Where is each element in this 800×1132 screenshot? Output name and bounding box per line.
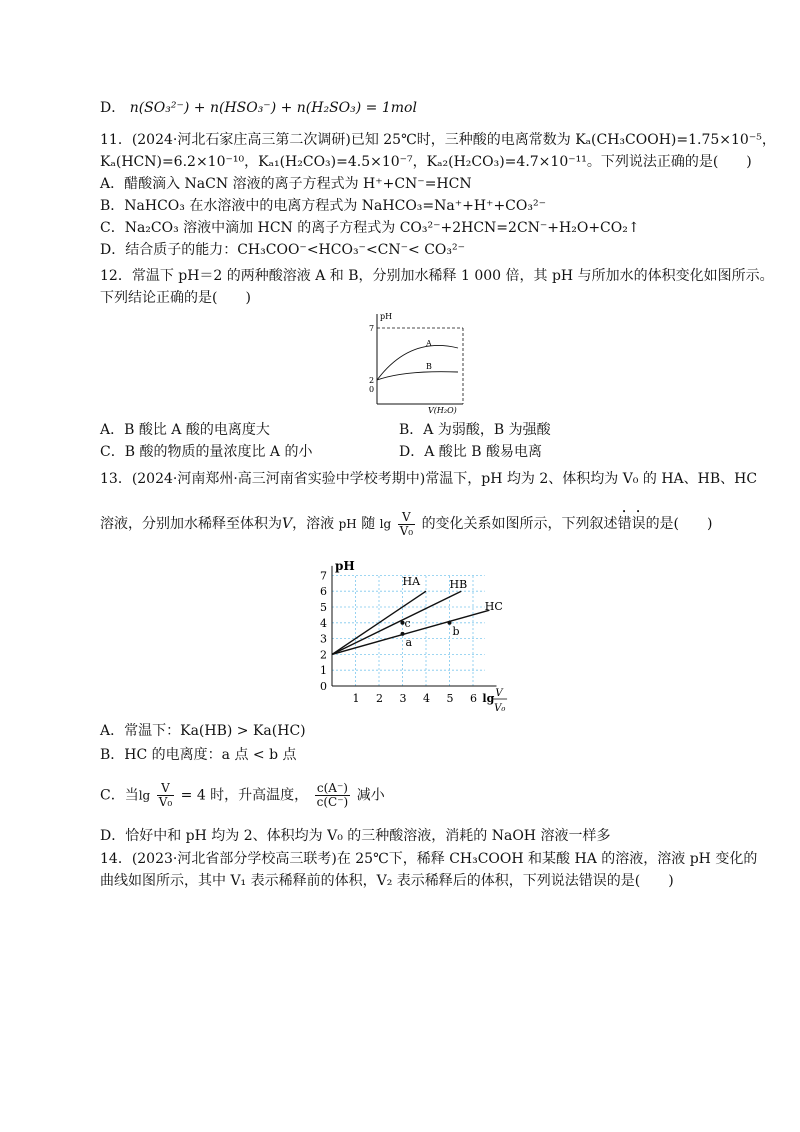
q13-stem-line2	[100, 508, 713, 538]
q11-stem-line2: Kₐ(HCN)=6.2×10⁻¹⁰，Kₐ₁(H₂CO₃)=4.5×10⁻⁷，Kₐ₂(H₂CO₃)=4.7×10⁻¹¹。下列说法正确的是( )	[100, 154, 752, 170]
q13-option-c-num: V	[157, 782, 174, 796]
q13-option-c-label: C．当	[100, 787, 139, 804]
q12-option-c: C．B 酸的物质的量浓度比 A 的小	[100, 444, 313, 460]
q13-stem-line2-part-d: 的变化关系如图所示，下列叙述	[421, 516, 618, 532]
q13-y-tick-2: 2	[320, 648, 327, 662]
q13-stem-frac-den: V₀	[399, 523, 414, 538]
q10-option-d-expr: n(SO₃²⁻) + n(HSO₃⁻) + n(H₂SO₃) = 1mol	[129, 100, 417, 116]
q14-stem-line1: 14．(2023·河北省部分学校高三联考)在 25℃下，稀释 CH₃COOH 和某酸 HA 的溶液，溶液 pH 变化的	[100, 851, 758, 867]
q13-stem-v: V	[282, 516, 293, 532]
q13-option-c-den: V₀	[158, 795, 173, 809]
q12-option-a: A．B 酸比 A 酸的电离度大	[100, 422, 270, 438]
q12-chart	[360, 306, 470, 418]
q13-option-c-num2: c(A⁻)	[315, 782, 351, 796]
q11-option-a: A．醋酸滴入 NaCN 溶液的离子方程式为 H⁺+CN⁻=HCN	[100, 176, 472, 192]
q13-option-c-den2: c(C⁻)	[316, 795, 349, 809]
q13-stem-ph: pH	[338, 517, 357, 531]
q13-point-label-c: c	[404, 616, 411, 630]
q12-label-b: B	[426, 362, 432, 371]
q12-stem-line1: 12．常温下 pH＝2 的两种酸溶液 A 和 B，分别加水稀释 1 000 倍，其 pH 与所加水的体积变化如图所示。	[100, 268, 774, 284]
q10-option-d-label: D．	[100, 100, 126, 116]
q13-option-b: B．HC 的电离度：a 点 < b 点	[100, 747, 297, 763]
q12-option-d: D．A 酸比 B 酸易电离	[399, 444, 542, 460]
q13-stem-line2-part-c: 随	[361, 516, 376, 532]
q13-stem-frac-num: V	[398, 511, 415, 525]
q13-x-tick-1: 1	[352, 692, 360, 705]
q13-chart	[310, 538, 520, 720]
q11-stem-line1: 11．(2024·河北石家庄高三第二次调研)已知 25℃时，三种酸的电离常数为 Kₐ(CH₃COOH)=1.75×10⁻⁵，	[100, 132, 776, 148]
q13-option-c-eq: = 4 时，升高温度，	[180, 787, 309, 804]
q12-curve-a	[377, 345, 458, 380]
q11-option-c: C．Na₂CO₃ 溶液中滴加 HCN 的离子方程式为 CO₃²⁻+2HCN=2CN⁻+H₂O+CO₂↑	[100, 220, 640, 236]
q13-label-ha: HA	[402, 574, 421, 588]
q13-option-c	[100, 782, 385, 809]
q13-stem-fraction	[398, 511, 415, 538]
q13-x-tick-5: 5	[446, 692, 454, 705]
q13-y-tick-5: 5	[320, 601, 327, 614]
q13-point-label-b: b	[452, 624, 460, 638]
q13-stem-line2-part-a: 溶液，分别加水稀释至体积为	[100, 516, 282, 532]
q13-stem-line2-part-e: 的是( )	[645, 516, 713, 532]
q12-stem-line2: 下列结论正确的是( )	[100, 290, 251, 306]
q13-option-c-ratio	[315, 782, 351, 809]
q13-label-hc: HC	[484, 600, 503, 614]
q11-option-d: D．结合质子的能力：CH₃COO⁻<HCO₃⁻<CN⁻< CO₃²⁻	[100, 242, 466, 258]
q12-ylabel: pH	[380, 312, 393, 321]
q13-option-d: D．恰好中和 pH 均为 2、体积均为 V₀ 的三种酸溶液，消耗的 NaOH 溶液一样多	[100, 828, 611, 844]
q13-xlabel-num: V	[495, 688, 503, 699]
q13-point-label-a: a	[405, 635, 413, 649]
q13-point-b	[448, 621, 452, 625]
q13-ylabel: pH	[335, 558, 355, 573]
q13-xlabel-lg: lg	[482, 692, 495, 705]
q13-stem-line1: 13．(2024·河南郑州·高三河南省实验中学校考期中)常温下，pH 均为 2、体积均为 V₀ 的 HA、HB、HC	[100, 471, 758, 487]
q10-option-d	[100, 99, 417, 117]
q11-option-b: B．NaHCO₃ 在水溶液中的电离方程式为 NaHCO₃=Na⁺+H⁺+CO₃²⁻	[100, 198, 546, 214]
q14-stem-line2: 曲线如图所示，其中 V₁ 表示稀释前的体积，V₂ 表示稀释后的体积，下列说法错误的是( )	[100, 873, 674, 889]
q12-label-a: A	[426, 339, 432, 348]
q13-label-hb: HB	[449, 578, 468, 592]
q12-tick-0: 0	[369, 385, 375, 394]
q13-xlabel-den: V₀	[494, 703, 506, 714]
q13-x-tick-3: 3	[399, 692, 407, 705]
q13-point-a	[401, 632, 405, 636]
q13-x-tick-4: 4	[423, 692, 430, 705]
q13-y-tick-6: 6	[320, 585, 327, 599]
q13-y-tick-7: 7	[320, 569, 327, 583]
q13-y-tick-3: 3	[320, 632, 327, 646]
q12-curve-b	[377, 372, 458, 380]
q12-xlabel: V(H₂O)	[428, 406, 457, 415]
q12-tick-7: 7	[369, 324, 375, 333]
q13-option-a: A．常温下：Ka(HB) > Ka(HC)	[100, 723, 306, 739]
q13-x-tick-6: 6	[470, 692, 477, 705]
q13-y-tick-1: 1	[320, 664, 327, 678]
q13-stem-line2-part-b: ，溶液	[292, 516, 335, 532]
q12-option-b: B．A 为弱酸，B 为强酸	[399, 422, 551, 438]
q13-stem-cuowu: 错误	[617, 516, 646, 532]
q13-x-tick-2: 2	[376, 692, 383, 705]
q13-option-c-end: 减小	[356, 787, 385, 804]
q13-origin-label: 0	[320, 680, 327, 693]
q13-stem-lg: lg	[379, 517, 392, 531]
q13-option-c-fraction	[157, 782, 174, 809]
q13-option-c-lg: lg	[138, 788, 151, 803]
q13-y-tick-4: 4	[320, 616, 327, 630]
q12-tick-2: 2	[369, 376, 375, 385]
